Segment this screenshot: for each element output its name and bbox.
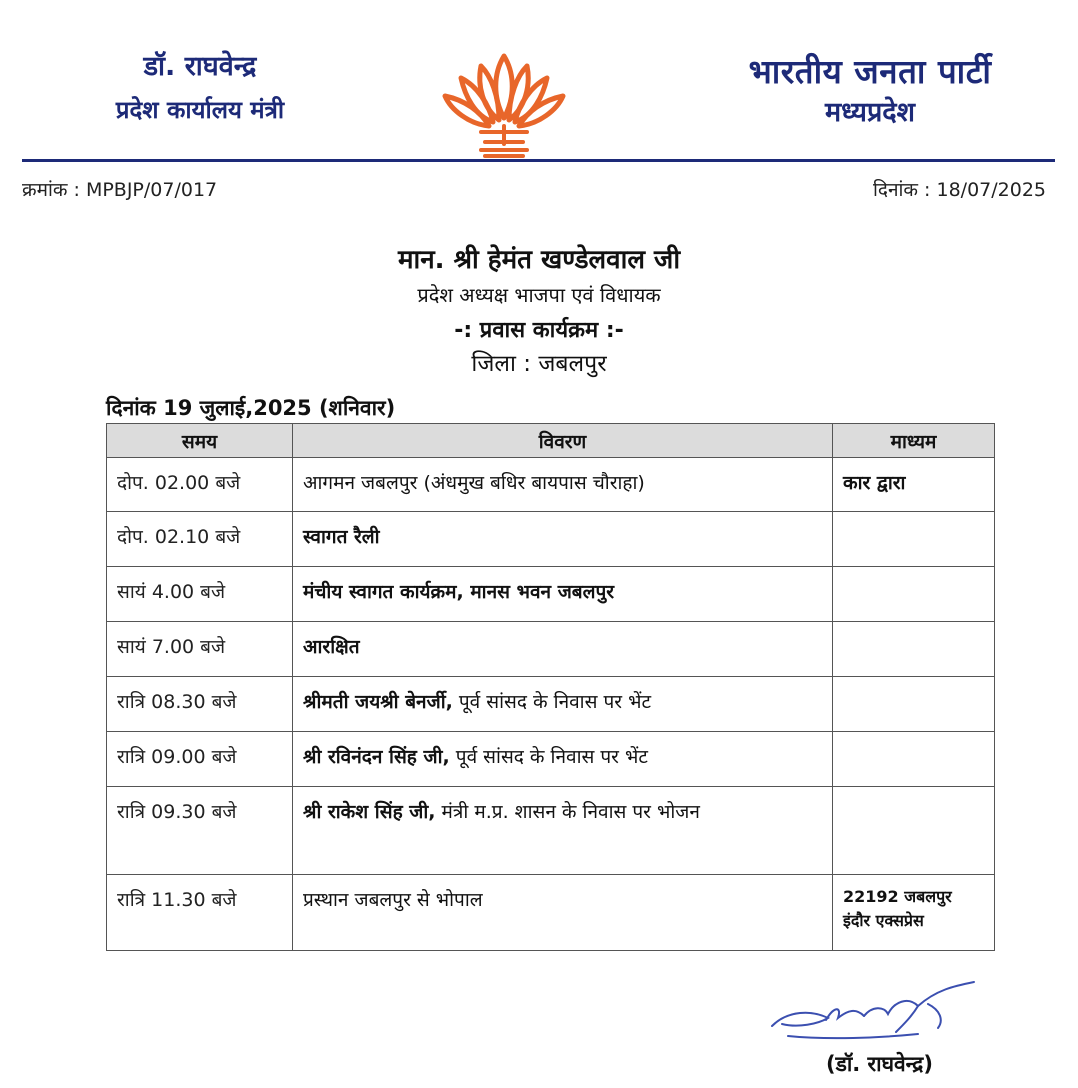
row-mode (833, 787, 995, 875)
row-mode (833, 732, 995, 787)
row-time: दोप. 02.00 बजे (107, 458, 293, 512)
row-mode (833, 567, 995, 622)
lotus-icon (441, 48, 567, 160)
office-minister-role: प्रदेश कार्यालय मंत्री (115, 96, 285, 124)
row-details (293, 622, 833, 677)
row-time: सायं 4.00 बजे (107, 567, 293, 622)
office-minister-header (70, 50, 330, 127)
row-time: दोप. 02.10 बजे (107, 512, 293, 567)
party-state: मध्यप्रदेश (824, 97, 916, 128)
header-divider (22, 159, 1055, 162)
table-row (107, 512, 995, 567)
row-mode-line1: 22192 जबलपुर (843, 887, 952, 906)
row-mode: कार द्वारा (833, 458, 995, 512)
row-details-bold: मंचीय स्वागत कार्यक्रम, मानस भवन जबलपुर (303, 581, 615, 603)
row-time: रात्रि 09.00 बजे (107, 732, 293, 787)
header-details: विवरण (293, 424, 833, 458)
table-header-row (107, 424, 995, 458)
row-details (293, 567, 833, 622)
table-row (107, 677, 995, 732)
signatory-name: (डॉ. राघवेन्द्र) (826, 1052, 933, 1076)
reference-number: क्रमांक : MPBJP/07/017 (22, 179, 218, 201)
row-details-bold: श्री राकेश सिंह जी, (303, 801, 436, 823)
table-row (107, 732, 995, 787)
schedule-table (106, 423, 995, 951)
program-heading: -: प्रवास कार्यक्रम :- (454, 318, 624, 343)
dignitary-designation: प्रदेश अध्यक्ष भाजपा एवं विधायक (417, 283, 661, 307)
row-details-text: मंत्री म.प्र. शासन के निवास पर भोजन (435, 801, 700, 823)
party-header (690, 52, 1050, 130)
row-time: रात्रि 11.30 बजे (107, 875, 293, 951)
row-mode (833, 875, 995, 951)
table-row (107, 875, 995, 951)
row-details-bold: श्री रविनंदन सिंह जी, (303, 746, 450, 768)
table-row (107, 458, 995, 512)
row-details (293, 458, 833, 512)
row-time: रात्रि 08.30 बजे (107, 677, 293, 732)
schedule-date: दिनांक 19 जुलाई,2025 (शनिवार) (106, 396, 396, 420)
row-time: रात्रि 09.30 बजे (107, 787, 293, 875)
header-mode: माध्यम (833, 424, 995, 458)
row-mode-line2: इंदौर एक्सप्रेस (843, 911, 924, 930)
row-details (293, 512, 833, 567)
table-row (107, 567, 995, 622)
table-row (107, 622, 995, 677)
signature-mark (768, 980, 1008, 1052)
row-details-bold: आरक्षित (303, 636, 360, 658)
row-mode (833, 677, 995, 732)
office-minister-name: डॉ. राघवेन्द्र (143, 51, 257, 82)
district-line: जिला : जबलपुर (471, 351, 607, 377)
row-details-text: पूर्व सांसद के निवास पर भेंट (452, 691, 652, 713)
row-details-text: प्रस्थान जबलपुर से भोपाल (303, 889, 483, 911)
row-details-text: पूर्व सांसद के निवास पर भेंट (449, 746, 648, 768)
row-details-bold: स्वागत रैली (303, 526, 380, 548)
table-row (107, 787, 995, 875)
row-details-bold: श्रीमती जयश्री बेनर्जी, (303, 691, 453, 713)
header-time: समय (107, 424, 293, 458)
row-details (293, 875, 833, 951)
dignitary-name: मान. श्री हेमंत खण्डेलवाल जी (397, 245, 681, 275)
party-name: भारतीय जनता पार्टी (748, 52, 992, 91)
row-details (293, 732, 833, 787)
reference-date: दिनांक : 18/07/2025 (872, 179, 1046, 201)
row-mode (833, 512, 995, 567)
row-details (293, 677, 833, 732)
row-time: सायं 7.00 बजे (107, 622, 293, 677)
row-details (293, 787, 833, 875)
row-details-text: आगमन जबलपुर (अंधमुख बधिर बायपास चौराहा) (303, 472, 645, 494)
row-mode (833, 622, 995, 677)
